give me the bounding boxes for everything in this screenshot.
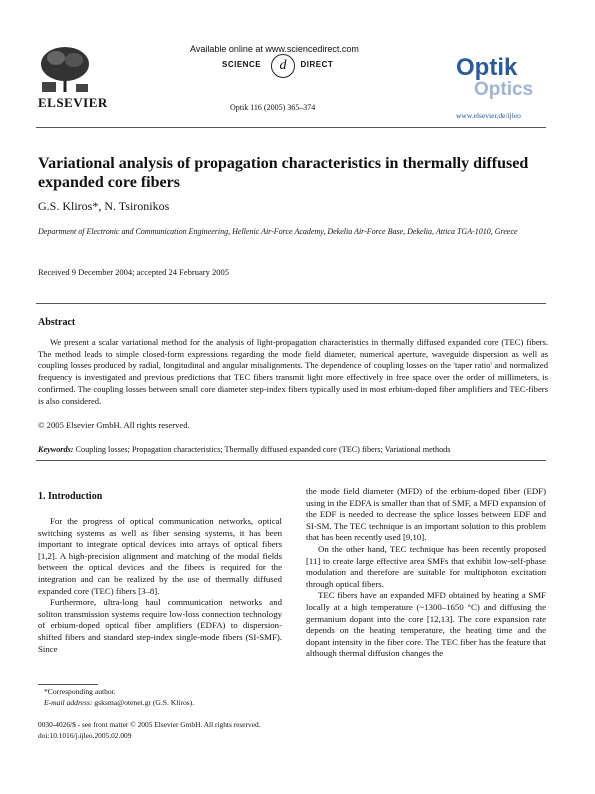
author-affiliation: Department of Electronic and Communication Engineering, Hellenic Air-Force Academy, Dekelia Air-Force Base, Dekelia, Attica TGA-1010, Greece <box>38 227 518 236</box>
intro-paragraph-2: Furthermore, ultra-long haul communication networks and soliton transmission systems require low-loss connection technology of erbium-doped optical fiber amplifiers (EDFA) to dispersion-shifted fibers and standard step-index single-mode fibers (SI-SMF). Since <box>38 597 282 654</box>
article-title: Variational analysis of propagation characteristics in thermally diffused expanded core fibers <box>38 155 529 191</box>
section-heading-introduction: 1. Introduction <box>38 491 103 502</box>
keywords <box>38 445 548 454</box>
left-column <box>38 516 282 655</box>
intro-paragraph-1: For the progress of optical communication networks, optical switching systems as well as fiber sensing systems, it has been important to integrate optical devices into arrays of optical fibers [1,2]. A high-precision alignment and matching of the modal fields between the optical devices and the fibers is required for the integration and can be realized by the use of thermally diffused expanded core (TEC) fibers [3–8]. <box>38 516 282 596</box>
journal-url-link[interactable]: www.elsevier.de/ijleo <box>456 111 521 120</box>
right-column <box>306 486 546 660</box>
right-continued-paragraph: the mode field diameter (MFD) of the erbium-doped fiber (EDF) using in the EDFA is smaller than that of SMF, a MFD expansion of the EDF is needed to decrease the splice losses between EDF and SI-SM. The TEC technique is an important solution to this problem that has been recently used [9,10]. <box>306 486 546 543</box>
abstract-copyright: © 2005 Elsevier GmbH. All rights reserved. <box>38 420 190 430</box>
abstract-top-rule <box>36 303 546 304</box>
corresponding-author-note: *Corresponding author. <box>44 687 116 696</box>
optik-journal-logo <box>456 56 550 106</box>
header-rule <box>36 127 546 128</box>
optik-logo-bottom: Optics <box>474 79 534 100</box>
email-line <box>44 697 194 708</box>
email-label: E-mail address: <box>44 698 93 707</box>
abstract-heading: Abstract <box>38 317 76 328</box>
article-authors: G.S. Kliros*, N. Tsironikos <box>38 199 170 213</box>
abstract-bottom-rule <box>36 460 546 461</box>
front-matter-footer <box>38 719 261 741</box>
sciencedirect-left: SCIENCE <box>222 60 262 69</box>
keywords-label: Keywords: <box>38 445 74 454</box>
footnote-rule <box>38 684 98 685</box>
sciencedirect-right: DIRECT <box>300 60 334 69</box>
journal-citation: Optik 116 (2005) 365–374 <box>230 103 316 112</box>
keywords-list: Coupling losses; Propagation characteristics; Thermally diffused expanded core (TEC) fibers; Variational methods <box>75 445 451 454</box>
optik-logo-top: Optik <box>456 54 518 81</box>
right-paragraph-2: TEC fibers have an expanded MFD obtained by heating a SMF locally at a high temperature (~1300–1650 °C) and diffusing the germanium dopant into the core [12,13]. The core expansion rate depends on the heating temperature, the heating time and the dopant intensity in the fiber core. The TEC fiber has the feature that although thermal diffusion changes the <box>306 590 546 659</box>
front-matter-line: 0030-4026/$ - see front matter © 2005 Elsevier GmbH. All rights reserved. <box>38 720 261 729</box>
elsevier-tree-logo <box>36 44 94 94</box>
right-paragraph-1: On the other hand, TEC technique has been recently proposed [11] to create large effective area SMFs that exhibit low-self-phase modulation and therefore are suitable for multiphoton excitation through optical fibers. <box>306 543 546 589</box>
sciencedirect-mark-icon: d <box>271 54 295 78</box>
footnote <box>38 686 194 708</box>
doi-line[interactable]: doi:10.1016/j.ijleo.2005.02.009 <box>38 731 132 740</box>
received-dates: Received 9 December 2004; accepted 24 February 2005 <box>38 267 229 277</box>
publisher-name: ELSEVIER <box>38 95 108 110</box>
email-address[interactable]: gsksma@otenet.gr (G.S. Kliros). <box>94 698 195 707</box>
abstract-text: We present a scalar variational method for the analysis of light-propagation characteristics in thermally diffused expanded core (TEC) fibers. The method leads to simple closed-form expressions regarding the mode field diameter, numerical aperture, waveguide dispersion as well as coupling losses produced by radial, longitudinal and angular misalignments. The dependence of coupling losses on the 'taper ratio' and normalized frequency is investigated and previous predictions that TEC fibers transmit light more effectively in free space over the order of millimeters, is confirmed. The coupling losses between small core diameter step-index fibers typically used in most erbium-doped fiber amplifiers and TEC-fibers is also considered. <box>38 337 548 406</box>
available-online-text[interactable]: Available online at www.sciencedirect.com <box>190 44 359 54</box>
